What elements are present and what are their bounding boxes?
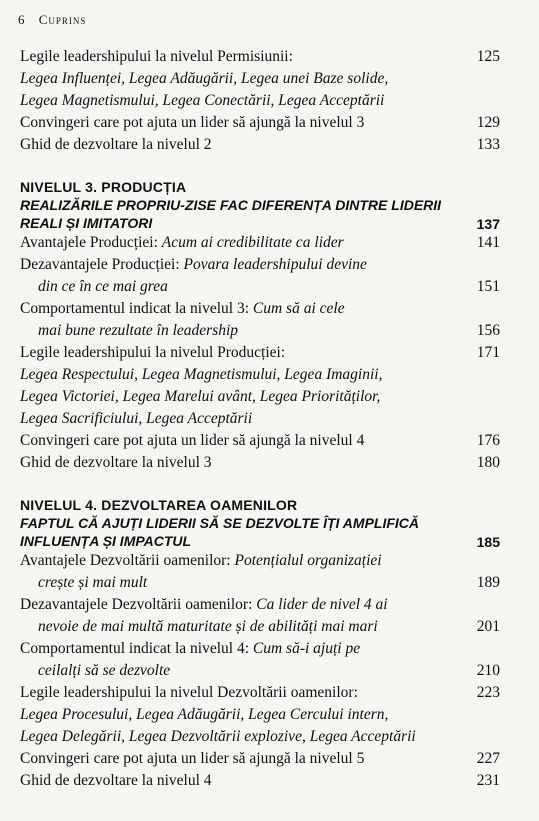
toc-entry bbox=[20, 770, 500, 792]
section-subtitle-line: REALIZĂRILE PROPRIU-ZISE FAC DIFERENȚA DINTRE LIDERII bbox=[20, 197, 442, 213]
toc-entry-continuation bbox=[20, 616, 500, 638]
toc-entry-continuation bbox=[20, 572, 500, 594]
toc-laws-line: Legea Procesului, Legea Adăugării, Legea Cercului intern, bbox=[20, 706, 389, 723]
toc-laws-line: Legea Respectului, Legea Magnetismului, Legea Imaginii, bbox=[20, 366, 383, 383]
toc-entry-subtitle: din ce în ce mai grea bbox=[38, 278, 168, 295]
toc-section-level3 bbox=[20, 178, 500, 474]
toc-entry-label: Dezavantajele Dezvoltării oamenilor: bbox=[20, 596, 257, 613]
toc-entry-page: 125 bbox=[476, 48, 500, 65]
toc-laws-line: Legea Magnetismului, Legea Conectării, Legea Acceptării bbox=[20, 92, 385, 109]
toc-entry-subtitle: mai bune rezultate în leadership bbox=[38, 322, 239, 339]
toc-laws-line: Legea Victoriei, Legea Marelui avânt, Legea Priorităților, bbox=[20, 388, 381, 405]
toc-entry-text: Ghid de dezvoltare la nivelul 4 bbox=[20, 772, 212, 789]
section-page: 185 bbox=[476, 534, 500, 550]
toc-entry-label: Avantajele Dezvoltării oamenilor: bbox=[20, 552, 235, 569]
toc-entry bbox=[20, 550, 500, 572]
toc-entry-subtitle: Potențialul organizației bbox=[234, 552, 382, 569]
toc-entry-page: 151 bbox=[476, 278, 500, 295]
toc-entry-text: Legile leadershipului la nivelul Dezvoltării oamenilor: bbox=[20, 684, 358, 701]
toc-entry-page: 129 bbox=[476, 114, 500, 131]
toc-entry bbox=[20, 232, 500, 254]
toc-entry-page: 201 bbox=[476, 618, 500, 635]
section-subtitle-line: FAPTUL CĂ AJUȚI LIDERII SĂ SE DEZVOLTE ÎȚI AMPLIFICĂ bbox=[20, 515, 420, 531]
toc-entry-label: Dezavantajele Producției: bbox=[20, 256, 184, 273]
toc-entry-text: Legile leadershipului la nivelul Producției: bbox=[20, 344, 286, 361]
toc-entry bbox=[20, 452, 500, 474]
toc-entry-subtitle: Acum ai credibilitate ca lider bbox=[161, 234, 344, 251]
section-heading: NIVELUL 3. PRODUCȚIA bbox=[20, 179, 187, 195]
toc-entry-text: Ghid de dezvoltare la nivelul 3 bbox=[20, 454, 212, 471]
toc-laws-line: Legea Sacrificiului, Legea Acceptării bbox=[20, 410, 253, 427]
toc-entry-continuation bbox=[20, 320, 500, 342]
running-title: Cuprins bbox=[38, 12, 87, 27]
toc-section-level4 bbox=[20, 496, 500, 792]
toc-entry bbox=[20, 46, 500, 68]
section-subtitle-row bbox=[20, 532, 500, 550]
toc-entry-page: 227 bbox=[476, 750, 500, 767]
section-subtitle-line: REALI ȘI IMITATORI bbox=[20, 215, 153, 231]
section-page: 137 bbox=[476, 216, 500, 232]
toc-entry-page: 156 bbox=[476, 322, 500, 339]
toc-laws-line: Legea Influenței, Legea Adăugării, Legea unei Baze solide, bbox=[20, 70, 389, 87]
toc-entry-text: Convingeri care pot ajuta un lider să ajungă la nivelul 4 bbox=[20, 432, 365, 449]
section-heading: NIVELUL 4. DEZVOLTAREA OAMENILOR bbox=[20, 497, 298, 513]
toc-entry-page: 210 bbox=[476, 662, 500, 679]
toc-entry bbox=[20, 430, 500, 452]
toc-entry-subtitle: ceilalți să se dezvolte bbox=[38, 662, 171, 679]
toc-entry-subtitle: Povara leadershipului devine bbox=[183, 256, 367, 273]
toc-entry bbox=[20, 134, 500, 156]
toc-laws-line: Legea Delegării, Legea Dezvoltării explozive, Legea Acceptării bbox=[20, 728, 416, 745]
section-subtitle-line: INFLUENȚA ȘI IMPACTUL bbox=[20, 533, 192, 549]
toc-entry bbox=[20, 682, 500, 704]
toc-entry-label: Comportamentul indicat la nivelul 4: bbox=[20, 640, 253, 657]
page-number: 6 bbox=[18, 12, 25, 27]
toc-entry bbox=[20, 112, 500, 134]
toc-entry-subtitle: Cum să ai cele bbox=[252, 300, 345, 317]
toc-entry-page: 223 bbox=[476, 684, 500, 701]
toc-entry-text: Convingeri care pot ajuta un lider să ajungă la nivelul 3 bbox=[20, 114, 365, 131]
toc-entry bbox=[20, 254, 500, 276]
toc-entry-subtitle: Ca lider de nivel 4 ai bbox=[256, 596, 388, 613]
toc-entry-page: 171 bbox=[476, 344, 500, 361]
toc-entry bbox=[20, 342, 500, 364]
toc-entry bbox=[20, 748, 500, 770]
toc-entry-text: Legile leadershipului la nivelul Permisiunii: bbox=[20, 48, 293, 65]
toc-entry-subtitle: nevoie de mai multă maturitate și de abilități mai mari bbox=[38, 618, 378, 635]
toc-entry-text: Convingeri care pot ajuta un lider să ajungă la nivelul 5 bbox=[20, 750, 365, 767]
section-subtitle-row bbox=[20, 214, 500, 232]
toc-entry-subtitle: Cum să-i ajuți pe bbox=[252, 640, 361, 657]
toc-entry-page: 141 bbox=[476, 234, 500, 251]
toc-entry-page: 231 bbox=[476, 772, 500, 789]
page-header bbox=[18, 12, 86, 28]
toc-entry-page: 133 bbox=[476, 136, 500, 153]
toc-entry bbox=[20, 638, 500, 660]
toc-entry-page: 176 bbox=[476, 432, 500, 449]
toc-entry bbox=[20, 594, 500, 616]
toc-entry-page: 180 bbox=[476, 454, 500, 471]
toc-entry-subtitle: crește și mai mult bbox=[38, 574, 148, 591]
table-of-contents bbox=[20, 46, 500, 792]
toc-entry-page: 189 bbox=[476, 574, 500, 591]
toc-entry bbox=[20, 298, 500, 320]
toc-entry-label: Avantajele Producției: bbox=[20, 234, 162, 251]
toc-entry-continuation bbox=[20, 276, 500, 298]
toc-entry-text: Ghid de dezvoltare la nivelul 2 bbox=[20, 136, 212, 153]
toc-entry-continuation bbox=[20, 660, 500, 682]
toc-entry-label: Comportamentul indicat la nivelul 3: bbox=[20, 300, 253, 317]
toc-block-level2-tail bbox=[20, 46, 500, 156]
